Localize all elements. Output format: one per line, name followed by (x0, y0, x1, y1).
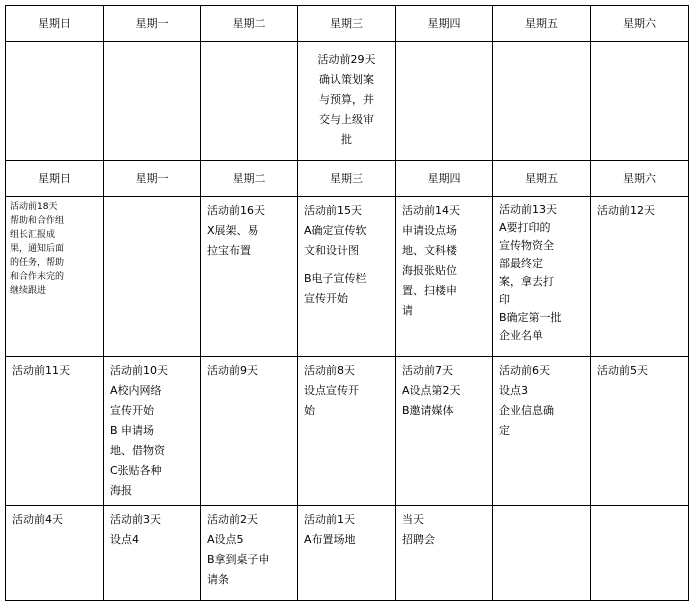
cell-day-3 (104, 506, 201, 601)
cell-line: 企业名单 (499, 329, 543, 342)
header-monday: 星期一 (104, 6, 201, 42)
cell-line: 继续跟进 (10, 286, 47, 296)
cell-line: 拉宝布置 (207, 244, 251, 257)
cell-empty (201, 42, 298, 161)
cell-line: 设点宣传开 (304, 384, 359, 397)
cell-line: A布置场地 (304, 533, 356, 546)
cell-line: 申请设点场 (402, 224, 457, 237)
cell-day-6 (493, 357, 591, 506)
cell-line: 始 (304, 404, 315, 417)
header-saturday: 星期六 (591, 161, 689, 197)
cell-line: 请条 (207, 573, 229, 586)
cell-empty (104, 197, 201, 357)
cell-line: A校内网络 (110, 384, 162, 397)
week2-header-row (6, 161, 689, 197)
cell-day-10 (104, 357, 201, 506)
header-friday: 星期五 (493, 161, 591, 197)
cell-line: B 申请场 (110, 424, 155, 437)
cell-line: 活动前4天 (12, 513, 63, 526)
cell-line: 活动前1天 (304, 513, 355, 526)
schedule-row-1 (6, 197, 689, 357)
cell-line: 部最终定 (499, 257, 543, 270)
cell-empty (493, 42, 591, 161)
cell-line: 宣传物资全 (499, 239, 554, 252)
cell-line: C张贴各种 (110, 464, 162, 477)
cell-empty (493, 506, 591, 601)
cell-line: 活动前18天 (10, 202, 58, 212)
cell-day-14 (396, 197, 493, 357)
cell-day-7 (396, 357, 493, 506)
cell-line: 活动前3天 (110, 513, 161, 526)
cell-line: 置、扫楼申 (402, 284, 457, 297)
cell-day-9 (201, 357, 298, 506)
cell-day-18 (6, 197, 104, 357)
week1-header-row (6, 6, 689, 42)
cell-line: 地、借物资 (110, 444, 165, 457)
cell-line: 印 (499, 293, 510, 306)
schedule-row-2 (6, 357, 689, 506)
cell-day-1 (298, 506, 396, 601)
cell-day-12 (591, 197, 689, 357)
cell-line: 与预算，并 (319, 93, 374, 106)
header-friday: 星期五 (493, 6, 591, 42)
cell-line: 活动前6天 (499, 364, 550, 377)
cell-line: 活动前11天 (12, 364, 70, 377)
header-wednesday: 星期三 (298, 6, 396, 42)
cell-day-5 (591, 357, 689, 506)
header-sunday: 星期日 (6, 161, 104, 197)
cell-line: 活动前12天 (597, 204, 655, 217)
cell-line: 的任务，帮助 (10, 258, 65, 268)
cell-gap (304, 261, 389, 269)
cell-line: 确认策划案 (319, 73, 374, 86)
cell-line: B确定第一批 (499, 311, 562, 324)
cell-line: 文和设计图 (304, 244, 359, 257)
cell-line: 活动前29天 (317, 53, 376, 66)
cell-line: A设点5 (207, 533, 244, 546)
header-wednesday: 星期三 (298, 161, 396, 197)
cell-day-8 (298, 357, 396, 506)
cell-line: 活动前14天 (402, 204, 460, 217)
cell-day-15 (298, 197, 396, 357)
cell-line: B邀请媒体 (402, 404, 454, 417)
header-tuesday: 星期二 (201, 6, 298, 42)
cell-line: B电子宣传栏 (304, 272, 367, 285)
cell-line: 活动前2天 (207, 513, 258, 526)
cell-event-day (396, 506, 493, 601)
header-tuesday: 星期二 (201, 161, 298, 197)
cell-line: 活动前10天 (110, 364, 168, 377)
cell-line: 招聘会 (402, 533, 435, 546)
cell-day-2 (201, 506, 298, 601)
cell-empty (591, 42, 689, 161)
cell-line: 和合作未完的 (10, 272, 65, 282)
header-thursday: 星期四 (396, 161, 493, 197)
cell-line: 当天 (402, 513, 424, 526)
week1-content-row (6, 42, 689, 161)
cell-line: 设点4 (110, 533, 139, 546)
header-saturday: 星期六 (591, 6, 689, 42)
header-thursday: 星期四 (396, 6, 493, 42)
cell-line: 活动前5天 (597, 364, 648, 377)
cell-line: 活动前7天 (402, 364, 453, 377)
cell-line: B拿到桌子申 (207, 553, 270, 566)
cell-line: 活动前15天 (304, 204, 362, 217)
cell-line: 宣传开始 (304, 292, 348, 305)
cell-line: 活动前13天 (499, 203, 557, 216)
cell-line: 组长汇报成 (10, 230, 56, 240)
cell-day-11 (6, 357, 104, 506)
cell-line: 宣传开始 (110, 404, 154, 417)
cell-line: 请 (402, 304, 413, 317)
cell-line: 活动前9天 (207, 364, 258, 377)
cell-line: 海报张贴位 (402, 264, 457, 277)
cell-line: X展架、易 (207, 224, 259, 237)
cell-day-16 (201, 197, 298, 357)
cell-line: A要打印的 (499, 221, 551, 234)
cell-line: A设点第2天 (402, 384, 461, 397)
cell-line: 帮助和合作组 (10, 216, 65, 226)
cell-line: 海报 (110, 484, 132, 497)
cell-day-13 (493, 197, 591, 357)
cell-line: 设点3 (499, 384, 528, 397)
cell-line: 批 (341, 133, 352, 146)
cell-day-4 (6, 506, 104, 601)
activity-schedule-calendar (5, 5, 689, 601)
cell-empty (396, 42, 493, 161)
cell-line: 企业信息确 (499, 404, 554, 417)
cell-line: 案，拿去打 (499, 275, 554, 288)
schedule-row-3 (6, 506, 689, 601)
cell-empty (591, 506, 689, 601)
cell-line: 活动前16天 (207, 204, 265, 217)
cell-line: 果，通知后面 (10, 244, 65, 254)
cell-empty (6, 42, 104, 161)
cell-empty (104, 42, 201, 161)
cell-day-29 (298, 42, 396, 161)
header-monday: 星期一 (104, 161, 201, 197)
header-sunday: 星期日 (6, 6, 104, 42)
cell-line: 交与上级审 (319, 113, 374, 126)
cell-line: 地、文科楼 (402, 244, 457, 257)
cell-line: 活动前8天 (304, 364, 355, 377)
cell-line: A确定宣传软 (304, 224, 367, 237)
cell-line: 定 (499, 424, 510, 437)
